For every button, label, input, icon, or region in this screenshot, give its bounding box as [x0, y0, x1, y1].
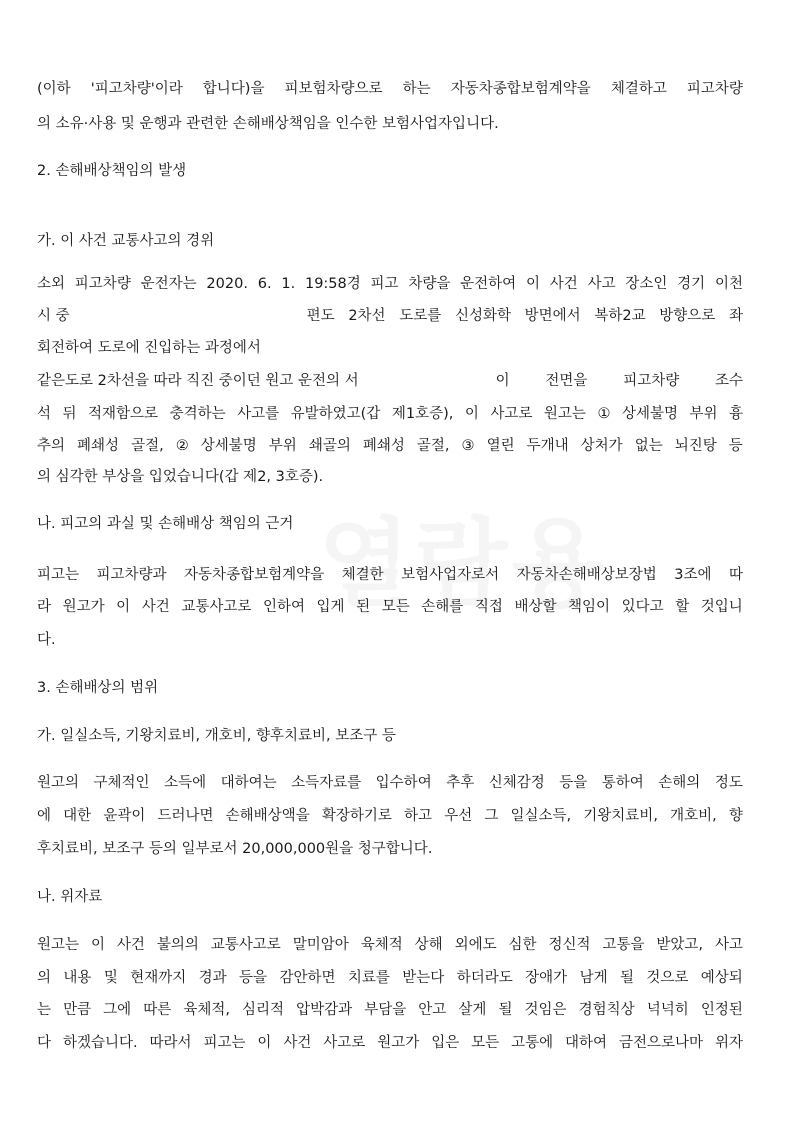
- word: 윤곽이: [103, 808, 146, 824]
- word: 책임이: [568, 599, 611, 615]
- subsection-heading: 나. 피고의 과실 및 손해배상 책임의 근거: [37, 516, 294, 532]
- word: 사건: [549, 276, 578, 292]
- word: 손해를: [421, 599, 464, 615]
- word: 라: [37, 599, 52, 615]
- word: 6.: [257, 276, 272, 292]
- word: 사고로: [323, 1035, 366, 1051]
- word: 쇄골의: [308, 438, 351, 454]
- word: 원고가: [377, 1035, 420, 1051]
- paragraph-line: [37, 773, 743, 793]
- word: 피고는: [37, 567, 80, 583]
- word: 피고: [370, 276, 399, 292]
- word: 두개내: [526, 438, 569, 454]
- word: 전면을: [545, 373, 588, 389]
- word: 받았고,: [656, 937, 704, 953]
- paragraph-line: [37, 565, 743, 585]
- word: 외에도: [454, 937, 497, 953]
- paragraph-line: [37, 306, 743, 326]
- word: 교통사고로: [181, 599, 252, 615]
- word: 현재까지: [130, 970, 187, 986]
- word: 체결하고: [610, 81, 667, 97]
- paragraph-segment: 같은도로 2차선을 따라 직진 중이던 원고 운전의 서: [37, 373, 359, 389]
- word: 추후: [446, 775, 475, 791]
- word: 손해배상액을: [225, 808, 310, 824]
- word: 피고차량: [74, 276, 131, 292]
- word: 불의의: [156, 937, 199, 953]
- word: ①: [597, 406, 611, 422]
- paragraph-line: [37, 1033, 743, 1053]
- word: 2차선: [348, 308, 386, 324]
- paragraph-line: [37, 935, 743, 955]
- word: 입수하여: [375, 775, 432, 791]
- word: 골절,: [131, 438, 164, 454]
- word: 직접: [474, 599, 503, 615]
- word: 신성화학: [454, 308, 511, 324]
- word: 사건: [141, 599, 170, 615]
- subsection-heading: 가. 이 사건 교통사고의 경위: [37, 233, 215, 249]
- paragraph-line: [37, 806, 743, 826]
- word: 구체적인: [93, 775, 150, 791]
- word: 흉: [728, 406, 743, 422]
- word: 차량을: [408, 276, 451, 292]
- word: 에: [37, 808, 52, 824]
- word: ②: [175, 438, 189, 454]
- redacted-gap: [70, 306, 307, 326]
- subsection-heading: 나. 위자료: [37, 889, 103, 905]
- word: 사건: [283, 1035, 312, 1051]
- word: 자동차손해배상보장법: [516, 567, 657, 583]
- word: 일실소득,: [510, 808, 572, 824]
- word: 상처가: [580, 438, 623, 454]
- word: 2020.: [206, 276, 248, 292]
- word: 드러나면: [157, 808, 214, 824]
- word: 대하여는: [220, 775, 277, 791]
- word: 이: [464, 406, 479, 422]
- word: 받는다: [402, 970, 445, 986]
- word: 육체적,: [183, 1002, 230, 1018]
- paragraph-line: [37, 274, 743, 294]
- word: 고통을: [602, 937, 645, 953]
- word: 따른: [143, 1002, 172, 1018]
- word: 충격하는: [169, 406, 226, 422]
- word: 뒤: [62, 406, 77, 422]
- word: 폐쇄성: [362, 438, 405, 454]
- word: 확장하기로: [321, 808, 392, 824]
- word: 넉넉히: [646, 1002, 689, 1018]
- word: 이천: [714, 276, 743, 292]
- word: 조수: [714, 373, 743, 389]
- word: 사고: [587, 276, 616, 292]
- word: 고통에: [511, 1035, 554, 1051]
- word: 소득에: [164, 775, 207, 791]
- word: 예상되: [700, 970, 743, 986]
- word: 정도: [714, 775, 743, 791]
- word: 이: [116, 599, 131, 615]
- word: 모든: [381, 599, 410, 615]
- word: 그: [484, 808, 499, 824]
- word: 사고를: [237, 406, 280, 422]
- word: 도로를: [399, 308, 442, 324]
- word: 손해의: [658, 775, 701, 791]
- word: 입게: [316, 599, 345, 615]
- word: 될: [619, 970, 634, 986]
- word: 안고: [418, 1002, 447, 1018]
- word: 적재함으로: [88, 406, 159, 422]
- word: 추의: [37, 438, 66, 454]
- word: 할: [675, 599, 690, 615]
- word: 모든: [471, 1035, 500, 1051]
- word: 감안하면: [279, 970, 336, 986]
- word: 개호비,: [670, 808, 717, 824]
- paragraph-segment: [496, 371, 743, 391]
- word: 원고는: [37, 937, 80, 953]
- word: 살게: [458, 1002, 487, 1018]
- paragraph-line: [37, 79, 743, 99]
- paragraph-line: [37, 436, 743, 456]
- paragraph-line: [37, 371, 743, 391]
- word: 인하여: [262, 599, 305, 615]
- paragraph-line: [37, 1000, 743, 1020]
- word: 압박감과: [296, 1002, 353, 1018]
- word: 피고는: [203, 1035, 246, 1051]
- word: 등을: [239, 970, 268, 986]
- word: 될: [498, 1002, 513, 1018]
- word: 이: [525, 276, 540, 292]
- word: 치료를: [347, 970, 390, 986]
- word: 심리적: [242, 1002, 285, 1018]
- word: 심한: [508, 937, 537, 953]
- word: 이: [257, 1035, 272, 1051]
- word: 위자: [714, 1035, 743, 1051]
- word: 등을: [559, 775, 588, 791]
- paragraph-line: 의 소유·사용 및 운행과 관련한 손해배상책임을 인수한 보험사업자입니다.: [37, 116, 499, 132]
- word: 제1호증),: [391, 406, 454, 422]
- word: 배상할: [514, 599, 557, 615]
- word: 하고: [404, 808, 433, 824]
- word: 하겠습니다.: [62, 1035, 138, 1051]
- word: 피고차량: [686, 81, 743, 97]
- word: 의: [37, 970, 52, 986]
- paragraph-segment: 시 중: [37, 308, 70, 324]
- word: 방면에서: [524, 308, 581, 324]
- word: 19:58경: [304, 276, 361, 292]
- word: 자동차종합보험계약을: [450, 81, 591, 97]
- word: 상해: [414, 937, 443, 953]
- word: 및: [103, 970, 118, 986]
- word: 방향으로: [659, 308, 716, 324]
- word: 부담을: [364, 1002, 407, 1018]
- paragraph-line: 후치료비, 보조구 등의 일부로서 20,000,000원을 청구합니다.: [37, 841, 433, 857]
- word: 것임은: [524, 1002, 567, 1018]
- word: 통하여: [601, 775, 644, 791]
- word: 체결한: [341, 567, 384, 583]
- word: 입은: [431, 1035, 460, 1051]
- word: 경기: [677, 276, 706, 292]
- word: 교통사고로: [210, 937, 281, 953]
- word: 1.: [281, 276, 296, 292]
- word: 것으로: [646, 970, 689, 986]
- word: 대한: [63, 808, 92, 824]
- paragraph-line: 다.: [37, 632, 56, 648]
- paragraph-line: [37, 597, 743, 617]
- word: 상세불명: [200, 438, 257, 454]
- word: 부위: [268, 438, 297, 454]
- word: 대하여: [565, 1035, 608, 1051]
- word: 사고로: [490, 406, 533, 422]
- word: 피보험차량으로: [284, 81, 383, 97]
- word: 운전하여: [460, 276, 517, 292]
- word: 폐쇄성: [77, 438, 120, 454]
- word: 자동차종합보험계약을: [184, 567, 325, 583]
- word: 금전으로나마: [618, 1035, 704, 1051]
- paragraph-line: [37, 968, 743, 988]
- word: 장애가: [525, 970, 568, 986]
- word: 골절,: [416, 438, 450, 454]
- word: 피고차량과: [96, 567, 167, 583]
- word: 운전자는: [140, 276, 197, 292]
- word: 말미암아: [292, 937, 349, 953]
- word: 등: [728, 438, 743, 454]
- word: 이: [495, 373, 510, 389]
- paragraph-segment: [307, 306, 743, 326]
- word: ③: [461, 438, 475, 454]
- word: 장소인: [625, 276, 668, 292]
- word: 사고: [714, 937, 743, 953]
- word: 3조에: [674, 567, 712, 583]
- word: 원고의: [37, 775, 80, 791]
- word: 따: [728, 567, 743, 583]
- word: 원고는: [543, 406, 586, 422]
- word: 경과: [198, 970, 227, 986]
- word: 있다고: [621, 599, 664, 615]
- redacted-gap: [359, 371, 496, 391]
- word: 소외: [37, 276, 66, 292]
- word: 따라서: [149, 1035, 192, 1051]
- word: 경험칙상: [578, 1002, 635, 1018]
- word: 육체적: [360, 937, 403, 953]
- word: 하는: [402, 81, 431, 97]
- word: 된: [356, 599, 371, 615]
- word: 유발하였고(갑: [290, 406, 381, 422]
- word: 내용: [63, 970, 92, 986]
- word: 기왕치료비,: [583, 808, 658, 824]
- word: 부위: [689, 406, 718, 422]
- word: 만큼: [63, 1002, 92, 1018]
- word: 소득자료를: [291, 775, 362, 791]
- word: 는: [37, 1002, 52, 1018]
- word: 열린: [486, 438, 515, 454]
- word: 상세불명: [621, 406, 678, 422]
- word: 인정된: [700, 1002, 743, 1018]
- section-heading: 2. 손해배상책임의 발생: [37, 163, 187, 179]
- word: 신체감정: [488, 775, 545, 791]
- word: 석: [37, 406, 52, 422]
- word: 편도: [306, 308, 335, 324]
- paragraph-line: 회전하여 도로에 진입하는 과정에서: [37, 340, 261, 356]
- word: '피고차량'이라: [90, 81, 183, 97]
- paragraph-line: [37, 404, 743, 424]
- word: 남게: [579, 970, 608, 986]
- word: 뇌진탕: [674, 438, 717, 454]
- word: 사건: [116, 937, 145, 953]
- word: 정신적: [548, 937, 591, 953]
- word: 이: [90, 937, 105, 953]
- word: 다: [37, 1035, 52, 1051]
- word: 원고가: [62, 599, 105, 615]
- subsection-heading: 가. 일실소득, 기왕치료비, 개호비, 향후치료비, 보조구 등: [37, 728, 396, 744]
- word: 합니다)을: [202, 81, 265, 97]
- word: 복하2교: [594, 308, 646, 324]
- word: 것입니: [700, 599, 743, 615]
- word: 하더라도: [456, 970, 513, 986]
- word: (이하: [37, 81, 71, 97]
- word: 향: [728, 808, 743, 824]
- word: 우선: [444, 808, 473, 824]
- section-heading: 3. 손해배상의 범위: [37, 680, 159, 696]
- paragraph-line: 의 심각한 부상을 입었습니다(갑 제2, 3호증).: [37, 469, 324, 485]
- word: 피고차량: [623, 373, 680, 389]
- word: 보험사업자로서: [401, 567, 500, 583]
- word: 그에: [103, 1002, 132, 1018]
- word: 없는: [634, 438, 663, 454]
- word: 좌: [728, 308, 743, 324]
